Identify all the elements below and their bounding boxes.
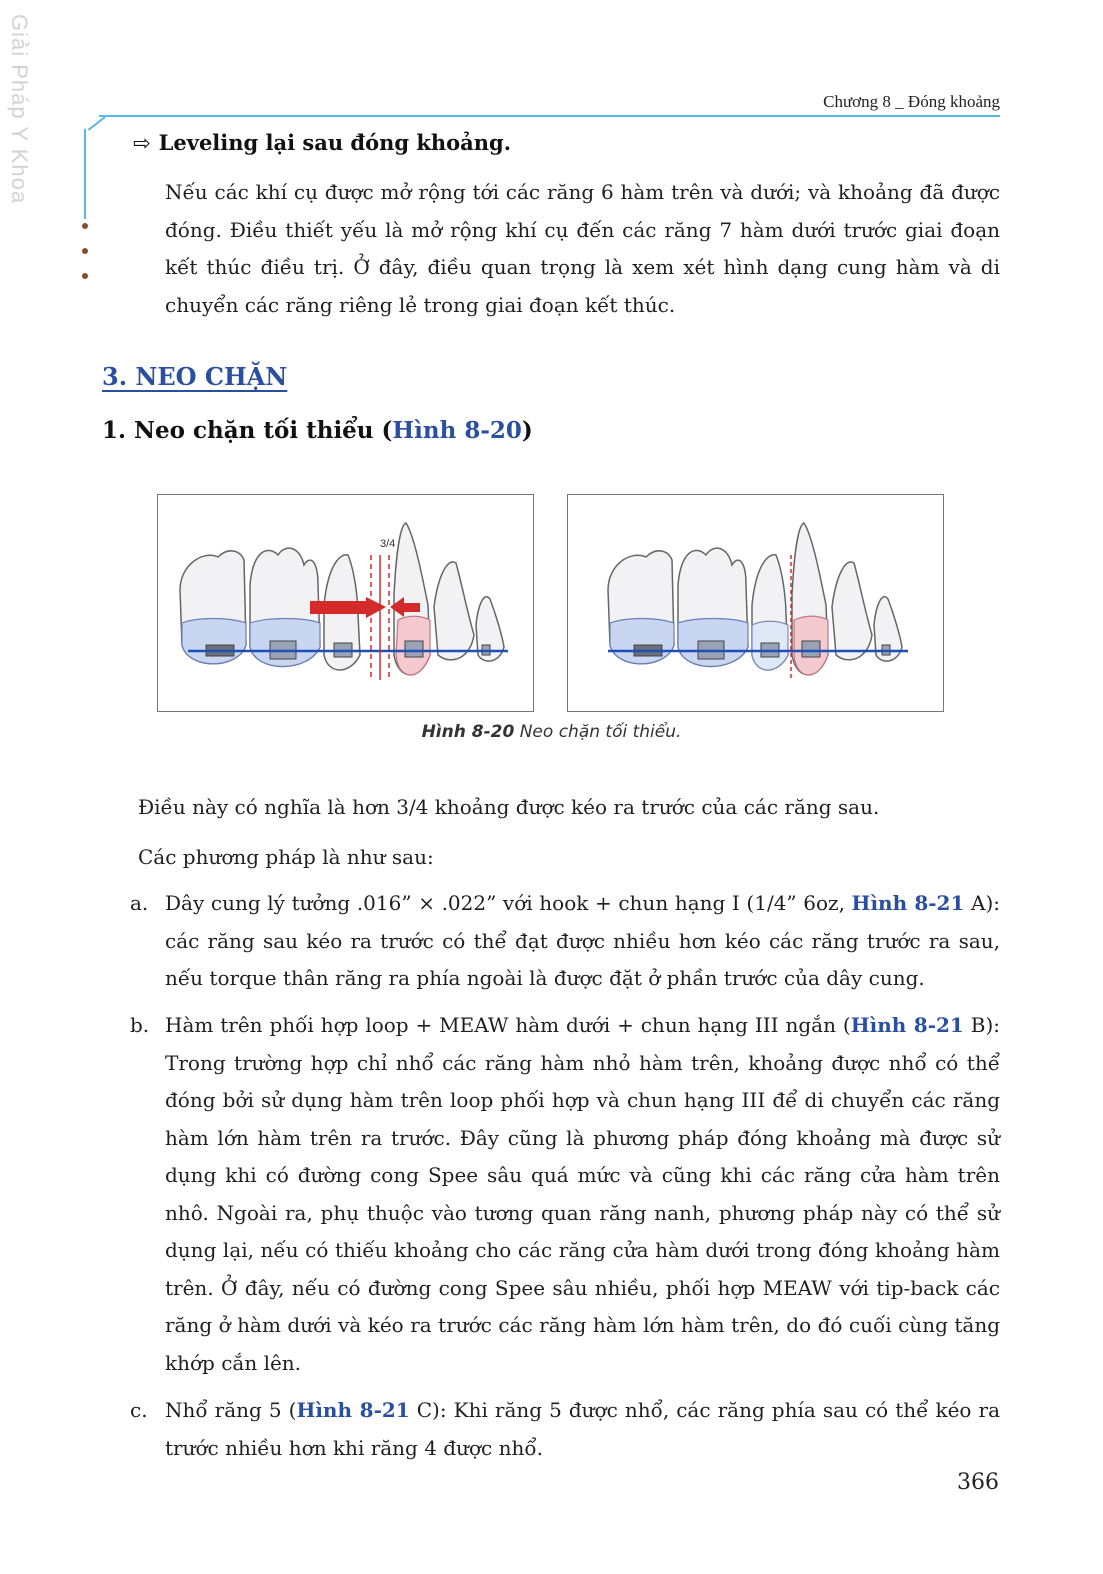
- arrow-distal-icon: [402, 603, 420, 612]
- figure-caption: [0, 722, 1103, 742]
- bullet-title: Leveling lại sau đóng khoảng.: [158, 130, 512, 155]
- figure-reference[interactable]: Hình 8-21: [850, 1013, 964, 1037]
- subsection-title: [102, 417, 533, 444]
- list-text-after: C): Khi răng 5 được nhổ, các răng phía sau có thể kéo ra trước nhiều hơn khi răng 4 được nhổ.: [165, 1398, 1000, 1460]
- subsection-suffix: ): [521, 417, 533, 444]
- list-item-text: [165, 885, 1000, 998]
- side-rule: [84, 129, 86, 219]
- intro-paragraph: Điều này có nghĩa là hơn 3/4 khoảng được kéo ra trước của các răng sau.: [138, 795, 880, 819]
- list-text-before: Dây cung lý tưởng .016” × .022” với hook + chun hạng I (1/4” 6oz,: [165, 891, 852, 915]
- figure-reference[interactable]: Hình 8-21: [296, 1398, 410, 1422]
- molar-crown-tint: [182, 619, 246, 664]
- figure-reference[interactable]: Hình 8-20: [392, 417, 522, 444]
- teeth-illustration-after: [568, 495, 943, 711]
- caption-label: Hình 8-20: [421, 722, 515, 742]
- list-marker: c.: [130, 1398, 148, 1422]
- watermark: Giải Pháp Y Khoa: [7, 14, 32, 205]
- intro-paragraph: Các phương pháp là như sau:: [138, 845, 434, 869]
- list-item-text: [165, 1392, 1000, 1467]
- arrow-right-icon: ⇨: [133, 131, 151, 155]
- teeth-illustration-before: [158, 495, 533, 711]
- fraction-label: 3/4: [380, 538, 396, 550]
- figure-reference[interactable]: Hình 8-21: [851, 891, 965, 915]
- subsection-prefix: 1. Neo chặn tối thiểu (: [102, 417, 393, 444]
- list-text-before: Hàm trên phối hợp loop + MEAW hàm dưới + chun hạng III ngắn (: [165, 1013, 851, 1037]
- side-dot: [82, 273, 88, 279]
- molar-crown-tint: [610, 619, 674, 664]
- list-item-text: [165, 1007, 1000, 1382]
- figure-panel-after: [567, 494, 944, 712]
- side-dot: [82, 223, 88, 229]
- header-rule-corner: [88, 116, 106, 131]
- list-text-after: A): các răng sau kéo ra trước có thể đạt được nhiều hơn kéo các răng trước ra sau, nếu torque thân răng ra phía ngoài là được đặt ở phần trước của dây cung.: [165, 891, 1001, 990]
- list-marker: b.: [130, 1013, 150, 1037]
- page-number: 366: [957, 1470, 999, 1495]
- list-text-after: B): Trong trường hợp chỉ nhổ các răng hàm nhỏ hàm trên, khoảng được nhổ có thể đóng bởi sử dụng hàm trên loop phối hợp và chun hạng III để di chuyển các răng hàm lớn hàm trên ra trước. Đây cũng là phương pháp đóng khoảng mà được sử dụng khi có đường cong Spee sâu quá mức và cũng khi các răng cửa hàm trên nhô. Ngoài ra, phụ thuộc vào tương quan răng nanh, phương pháp này có thể sử dụng lại, nếu có thiếu khoảng cho các răng cửa hàm dưới trong đóng khoảng hàm trên. Ở đây, nếu có đường cong Spee sâu nhiều, phối hợp MEAW với tip-back các răng ở hàm dưới và kéo ra trước các răng hàm lớn hàm trên, do đó cuối cùng tăng khớp cắn lên.: [165, 1013, 1000, 1375]
- figure-panel-before: [157, 494, 534, 712]
- list-text-before: Nhổ răng 5 (: [165, 1398, 297, 1422]
- list-marker: a.: [130, 891, 149, 915]
- section-title: 3. NEO CHẶN: [102, 362, 288, 391]
- bullet-paragraph: Nếu các khí cụ được mở rộng tới các răng 6 hàm trên và dưới; và khoảng đã được đóng. Điều thiết yếu là mở rộng khí cụ đến các răng 7 hàm dưới trước giai đoạn kết thúc điều trị. Ở đây, điều quan trọng là xem xét hình dạng cung hàm và di chuyển các răng riêng lẻ trong giai đoạn kết thúc.: [165, 180, 1000, 317]
- side-dot: [82, 248, 88, 254]
- bullet-heading: [133, 130, 511, 155]
- arrow-mesial-icon: [310, 601, 368, 614]
- caption-text: Neo chặn tối thiểu.: [514, 722, 682, 742]
- chapter-header: Chương 8 _ Đóng khoảng: [823, 92, 1000, 111]
- header-rule: [99, 115, 1000, 117]
